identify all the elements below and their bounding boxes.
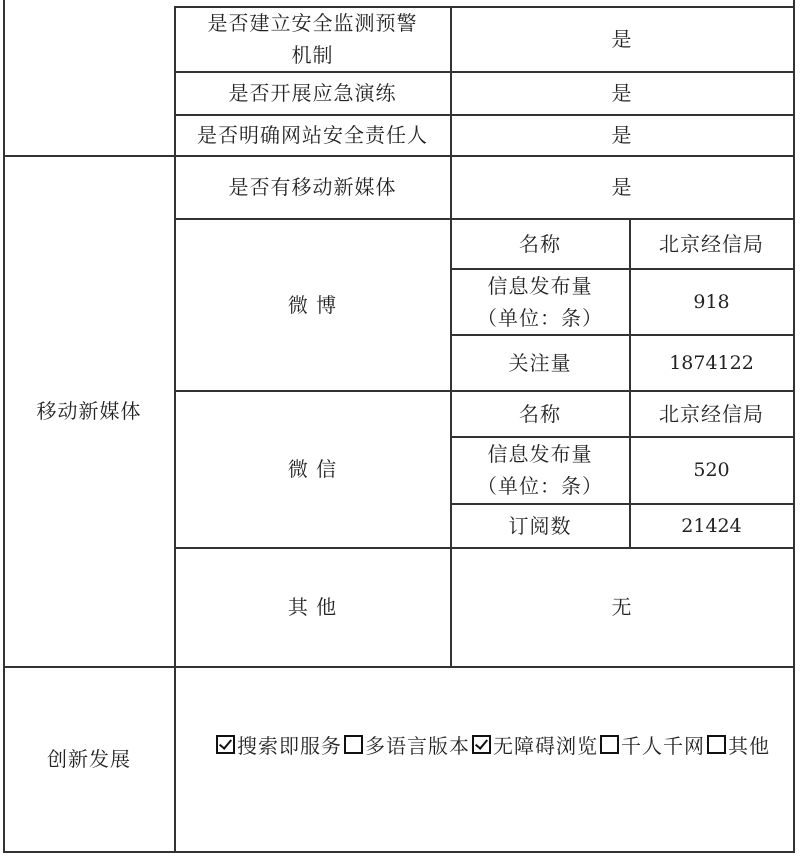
wechat-subscribe-value: 21424 xyxy=(681,514,742,537)
wechat-name-label: 名称 xyxy=(519,401,561,426)
other-checkbox[interactable] xyxy=(707,735,726,754)
weibo-name-value: 北京经信局 xyxy=(659,231,764,256)
weibo-posts-label: 信息发布量 （单位：条） xyxy=(477,273,603,330)
has-mobile-media-value: 是 xyxy=(611,175,633,199)
weibo-label: 微 博 xyxy=(287,292,338,317)
wechat-name-value: 北京经信局 xyxy=(659,401,764,426)
weibo-name-label: 名称 xyxy=(519,231,561,256)
wechat-subscribe-label: 订阅数 xyxy=(508,513,572,538)
monitoring-warning-value: 是 xyxy=(611,27,633,51)
security-responsible-label: 是否明确网站安全责任人 xyxy=(197,123,428,147)
accessibility-label: 无障碍浏览 xyxy=(493,733,598,758)
search-service-checkbox[interactable] xyxy=(216,735,235,754)
report-table xyxy=(3,0,795,853)
accessibility-checkbox[interactable] xyxy=(472,735,491,754)
other-option-label: 其他 xyxy=(728,733,770,758)
weibo-posts-value: 918 xyxy=(693,290,730,313)
emergency-drill-label: 是否开展应急演练 xyxy=(228,81,397,105)
emergency-drill-value: 是 xyxy=(611,81,633,105)
other-media-value: 无 xyxy=(611,595,633,619)
mobile-media-section-label: 移动新媒体 xyxy=(36,399,142,423)
multilingual-checkbox[interactable] xyxy=(344,735,363,754)
weibo-follow-label: 关注量 xyxy=(508,350,572,375)
wechat-posts-label: 信息发布量 （单位：条） xyxy=(477,442,603,498)
weibo-follow-value: 1874122 xyxy=(669,351,754,374)
personalized-checkbox[interactable] xyxy=(600,735,619,754)
innovation-options xyxy=(214,729,770,759)
search-service-label: 搜索即服务 xyxy=(237,733,342,758)
wechat-posts-value: 520 xyxy=(693,459,730,481)
has-mobile-media-label: 是否有移动新媒体 xyxy=(228,175,397,199)
wechat-label: 微 信 xyxy=(287,457,338,481)
security-responsible-value: 是 xyxy=(611,123,633,147)
monitoring-warning-label: 是否建立安全监测预警 机制 xyxy=(207,11,418,67)
personalized-label: 千人千网 xyxy=(621,733,705,758)
other-media-label: 其 他 xyxy=(287,595,338,619)
multilingual-label: 多语言版本 xyxy=(365,733,470,758)
innovation-label: 创新发展 xyxy=(47,747,131,771)
